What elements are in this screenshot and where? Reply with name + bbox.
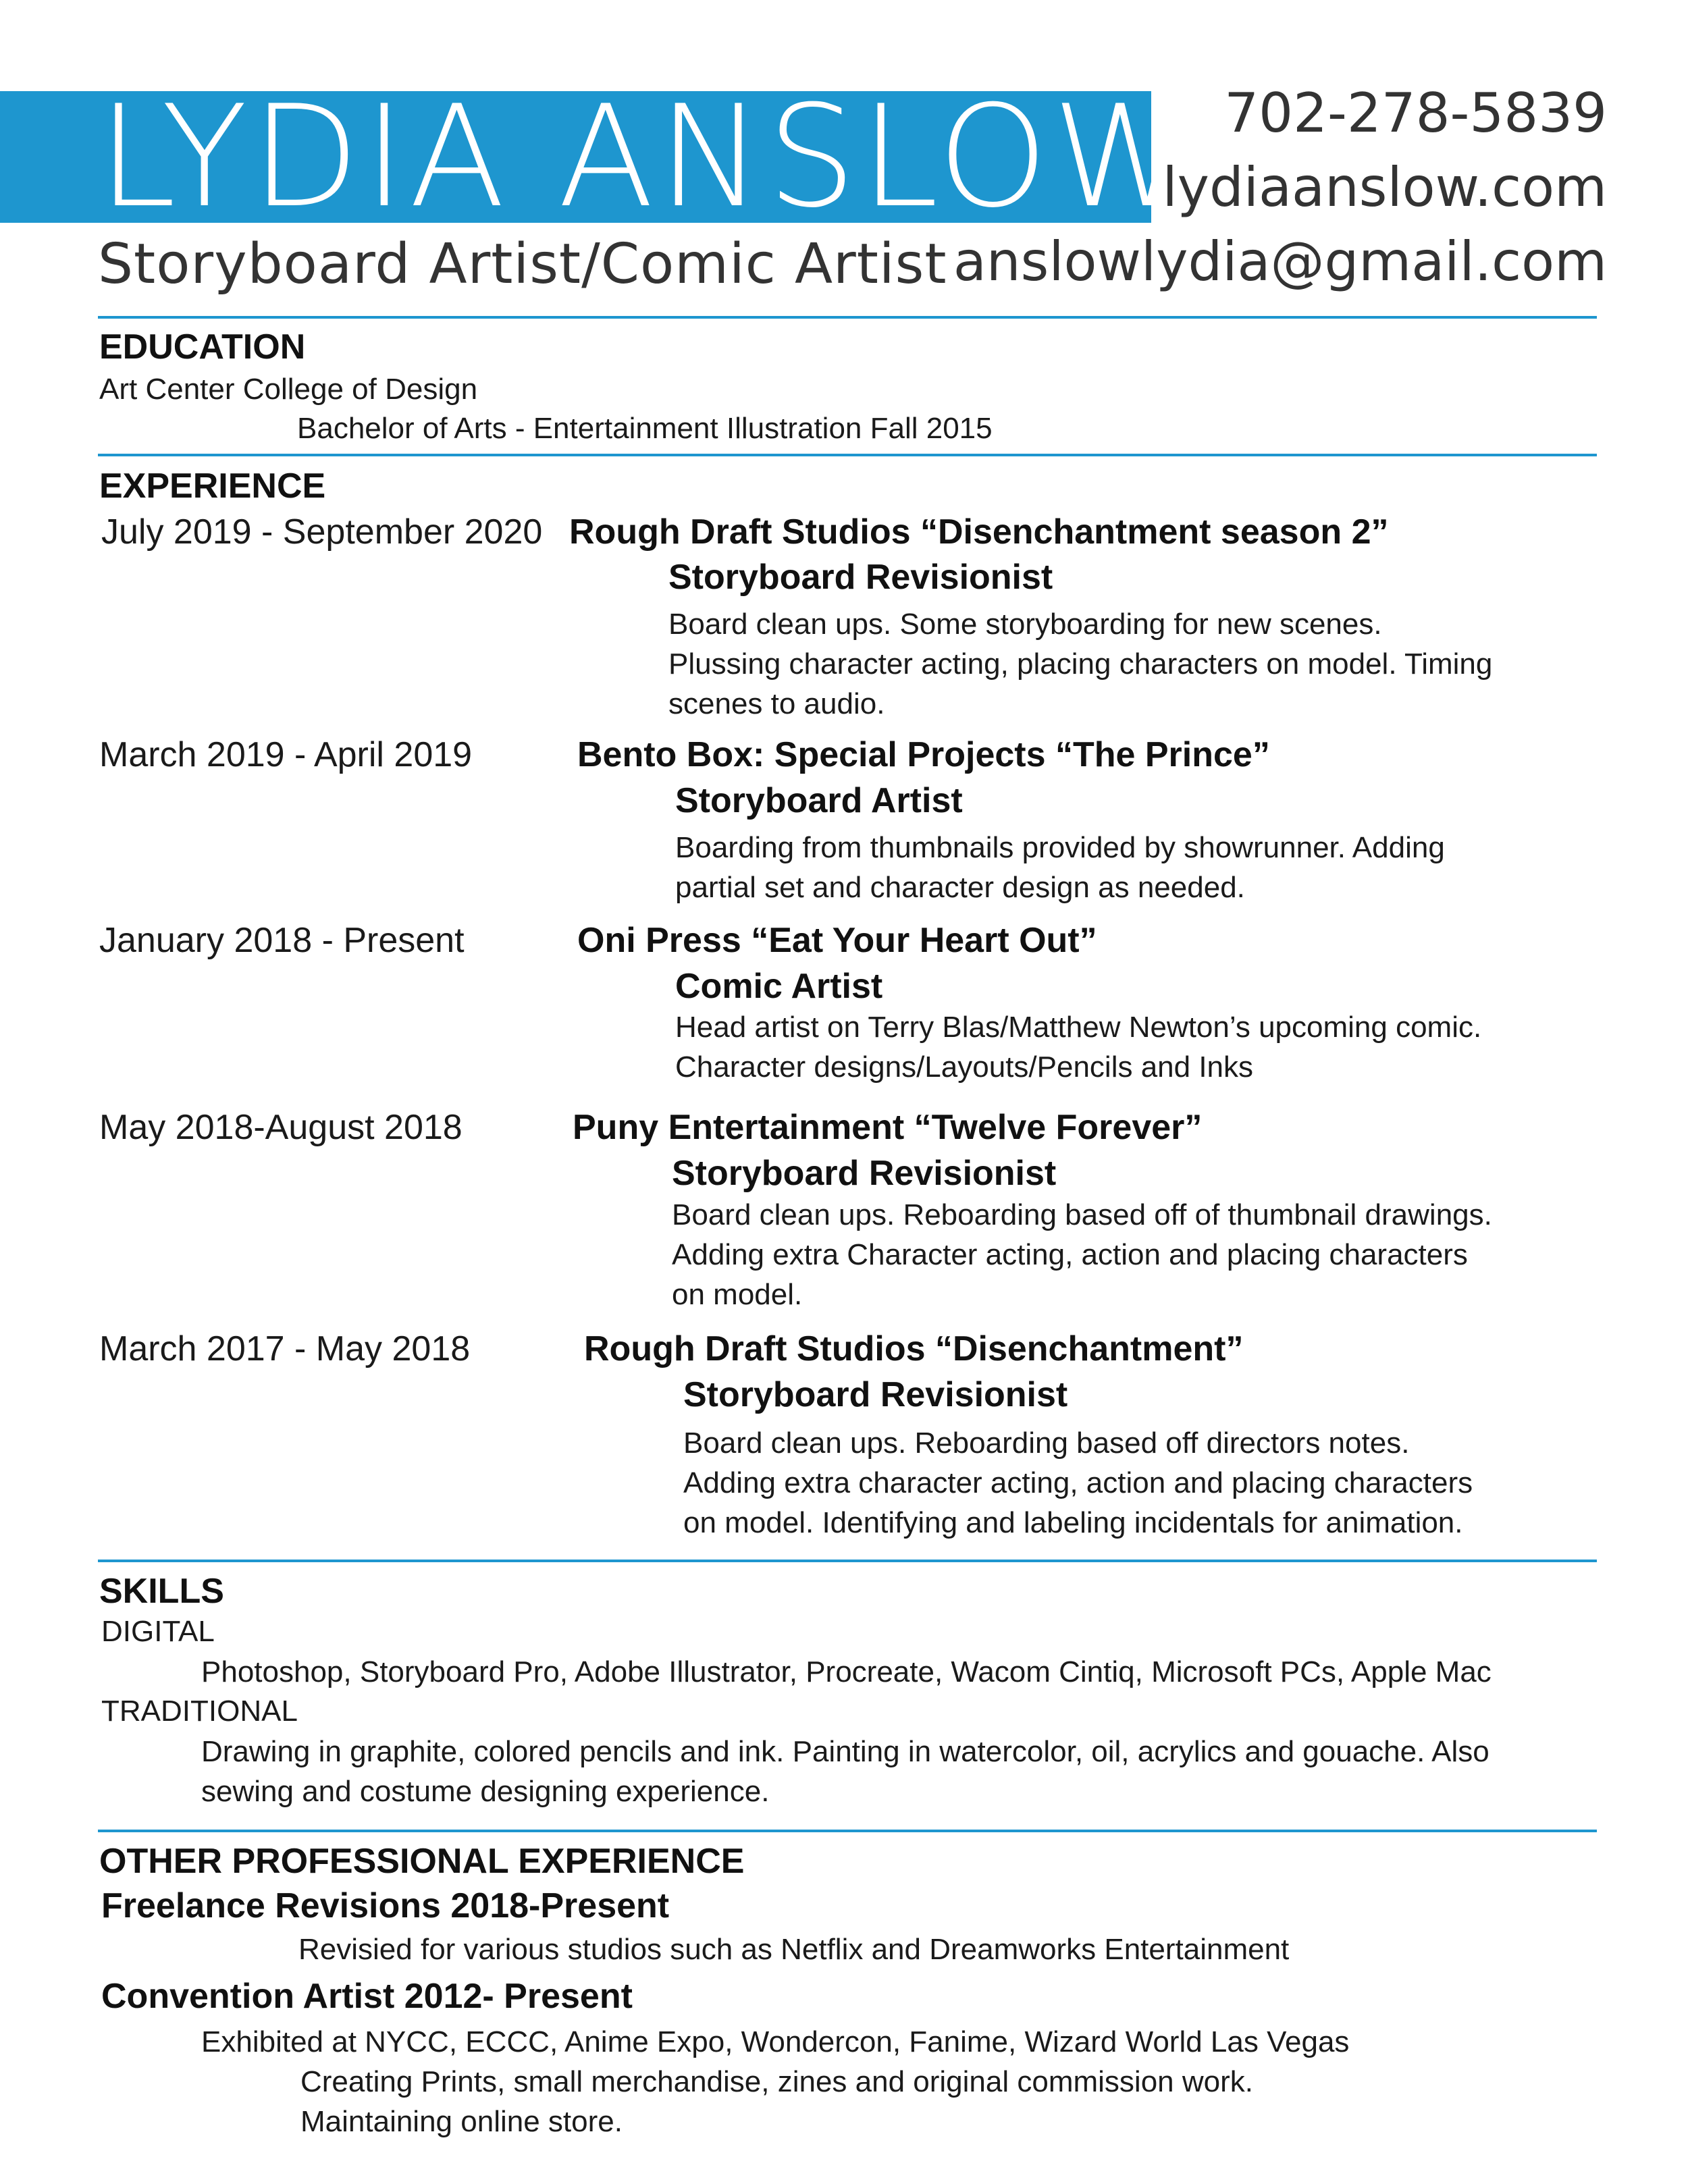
experience-description-line: Character designs/Layouts/Pencils and Inks xyxy=(675,1050,1254,1084)
experience-company: Puny Entertainment “Twelve Forever” xyxy=(573,1108,1203,1147)
experience-company: Bento Box: Special Projects “The Prince” xyxy=(577,735,1270,774)
experience-description-line: partial set and character design as needed. xyxy=(675,871,1245,904)
freelance-description: Revisied for various studios such as Netflix and Dreamworks Entertainment xyxy=(298,1933,1290,1966)
experience-company: Oni Press “Eat Your Heart Out” xyxy=(577,921,1097,960)
experience-description-line: on model. Identifying and labeling incidentals for animation. xyxy=(683,1506,1463,1539)
experience-role: Storyboard Revisionist xyxy=(683,1375,1068,1414)
experience-description-line: scenes to audio. xyxy=(668,687,885,720)
experience-description-line: Adding extra character acting, action and placing characters xyxy=(683,1466,1473,1499)
experience-description-line: Board clean ups. Reboarding based off directors notes. xyxy=(683,1427,1410,1460)
divider-rule xyxy=(98,316,1597,319)
experience-role: Storyboard Revisionist xyxy=(668,558,1053,597)
experience-description-line: Board clean ups. Reboarding based off of thumbnail drawings. xyxy=(672,1198,1492,1231)
skills-digital-label: DIGITAL xyxy=(101,1615,215,1648)
experience-role: Storyboard Revisionist xyxy=(672,1154,1057,1193)
skills-traditional-line: Drawing in graphite, colored pencils and ink. Painting in watercolor, oil, acrylics and gouache. Also xyxy=(201,1735,1489,1768)
experience-role: Comic Artist xyxy=(675,967,883,1006)
skills-traditional-label: TRADITIONAL xyxy=(101,1695,298,1728)
experience-heading: EXPERIENCE xyxy=(99,467,326,506)
skills-traditional-line: sewing and costume designing experience. xyxy=(201,1775,770,1808)
convention-description-line: Creating Prints, small merchandise, zines and original commission work. xyxy=(300,2065,1253,2098)
divider-rule xyxy=(98,454,1597,456)
experience-description-line: on model. xyxy=(672,1278,803,1311)
phone-number: 702-278-5839 xyxy=(1224,82,1607,144)
experience-description-line: Head artist on Terry Blas/Matthew Newton’s upcoming comic. xyxy=(675,1011,1482,1044)
experience-role: Storyboard Artist xyxy=(675,781,963,820)
skills-digital-list: Photoshop, Storyboard Pro, Adobe Illustrator, Procreate, Wacom Cintiq, Microsoft PCs, Apple Mac xyxy=(201,1655,1492,1688)
divider-rule xyxy=(98,1830,1597,1832)
convention-title: Convention Artist 2012- Present xyxy=(101,1977,633,2016)
experience-dates: January 2018 - Present xyxy=(99,921,465,960)
convention-description-line: Maintaining online store. xyxy=(300,2105,623,2138)
education-heading: EDUCATION xyxy=(99,327,306,367)
experience-description-line: Adding extra Character acting, action and placing characters xyxy=(672,1238,1468,1271)
experience-dates: March 2019 - April 2019 xyxy=(99,735,473,774)
email-link[interactable]: anslowlydia@gmail.com xyxy=(953,230,1607,293)
website-link[interactable]: lydiaanslow.com xyxy=(1162,156,1607,219)
experience-dates: May 2018-August 2018 xyxy=(99,1108,463,1147)
convention-description-line: Exhibited at NYCC, ECCC, Anime Expo, Wondercon, Fanime, Wizard World Las Vegas xyxy=(201,2025,1350,2058)
applicant-title: Storyboard Artist/Comic Artist xyxy=(98,232,947,296)
experience-description-line: Plussing character acting, placing characters on model. Timing xyxy=(668,647,1493,681)
experience-description-line: Board clean ups. Some storyboarding for new scenes. xyxy=(668,608,1382,641)
experience-company: Rough Draft Studios “Disenchantment” xyxy=(584,1329,1244,1368)
other-experience-heading: OTHER PROFESSIONAL EXPERIENCE xyxy=(99,1842,745,1881)
applicant-name: LYDIA ANSLOW xyxy=(98,76,1195,239)
freelance-title: Freelance Revisions 2018-Present xyxy=(101,1886,670,1925)
experience-dates: March 2017 - May 2018 xyxy=(99,1329,471,1368)
experience-description-line: Boarding from thumbnails provided by showrunner. Adding xyxy=(675,831,1445,864)
divider-rule xyxy=(98,1560,1597,1562)
skills-heading: SKILLS xyxy=(99,1572,224,1611)
education-school: Art Center College of Design xyxy=(99,373,478,406)
education-degree: Bachelor of Arts - Entertainment Illustration Fall 2015 xyxy=(297,412,993,445)
experience-dates: July 2019 - September 2020 xyxy=(101,512,543,552)
experience-company: Rough Draft Studios “Disenchantment season 2” xyxy=(569,512,1389,552)
